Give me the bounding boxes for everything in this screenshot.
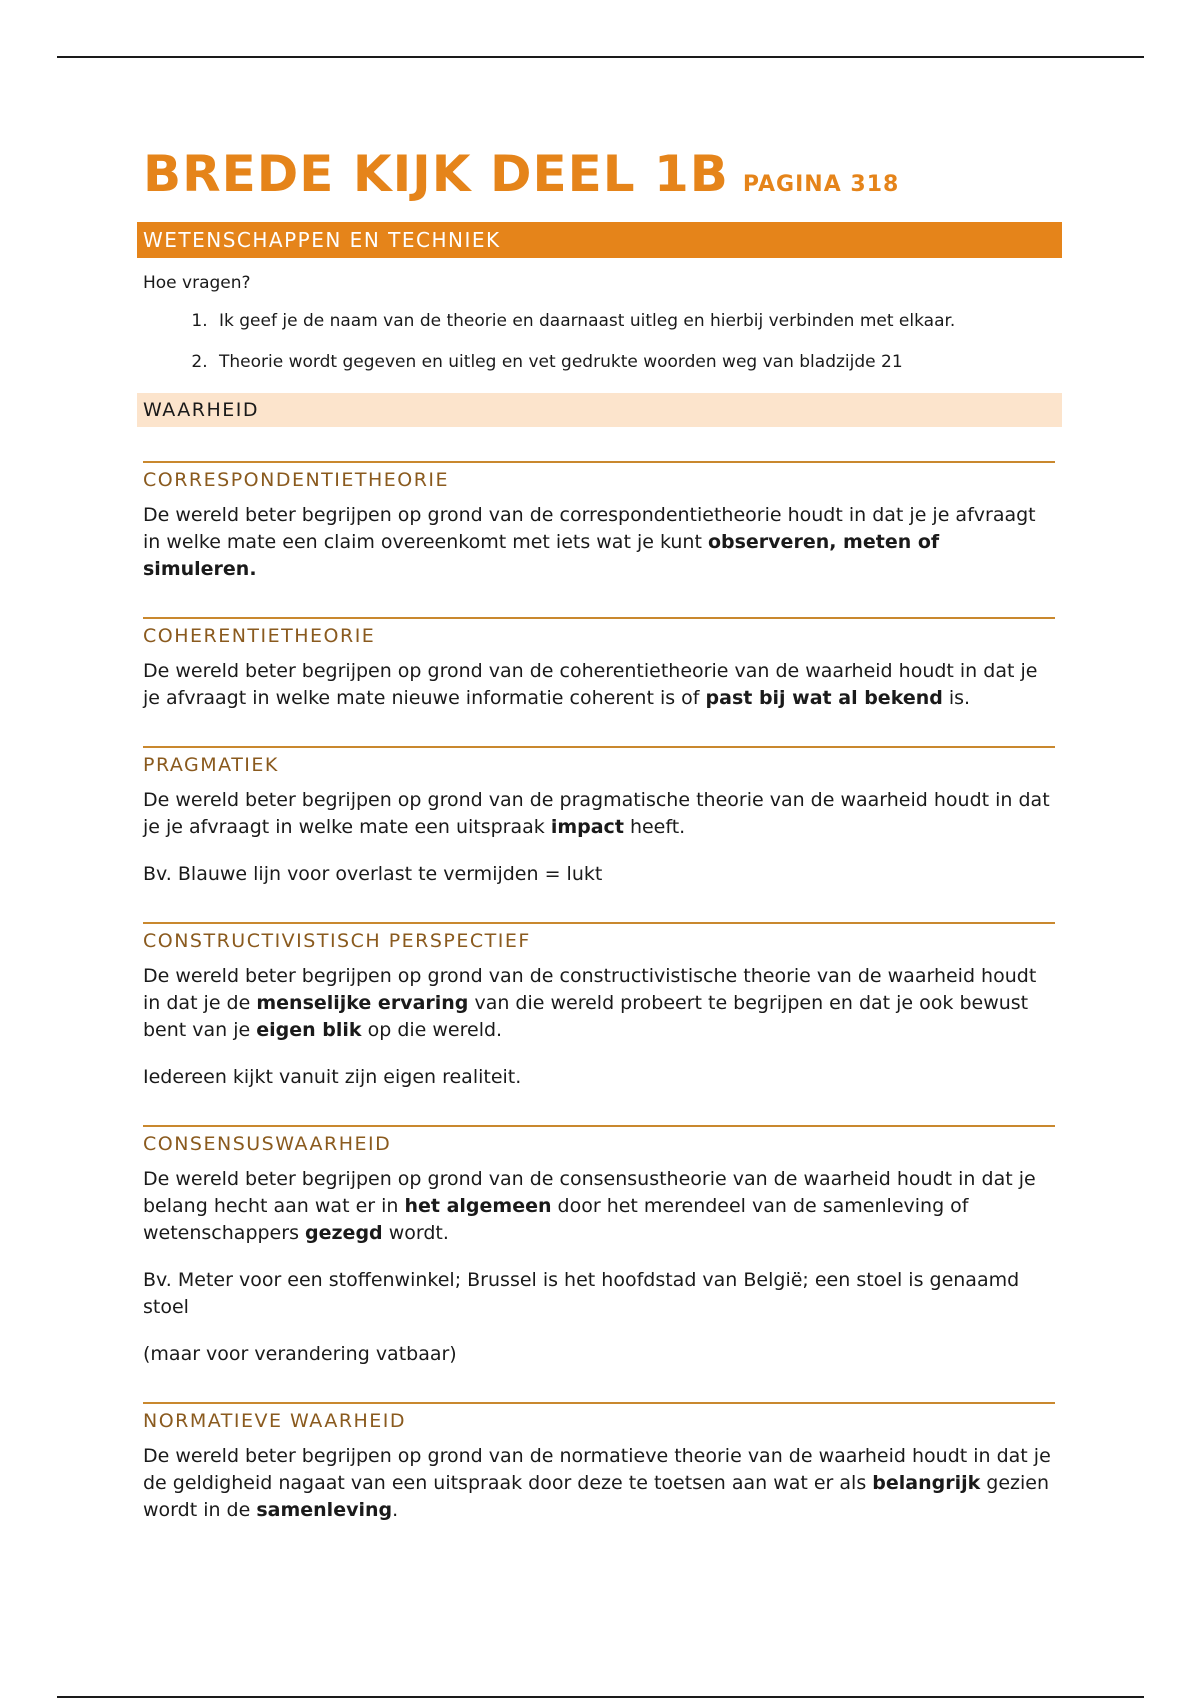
text-run: wordt. <box>382 1222 449 1244</box>
section-heading: CONSENSUSWAARHEID <box>143 1133 392 1155</box>
section-correspondentietheorie <box>143 461 1055 583</box>
paragraph <box>143 861 1055 888</box>
text-run: De wereld beter begrijpen op grond van de coherentietheorie van de waarheid houdt in dat je je afvraagt in welke mate nieuwe informatie coherent is of <box>143 660 1038 709</box>
paragraph <box>143 1341 1055 1368</box>
bold-term: het algemeen <box>404 1195 552 1217</box>
section-normatieve-waarheid <box>143 1402 1055 1524</box>
section-constructivistisch-perspectief <box>143 922 1055 1091</box>
paragraph <box>143 1064 1055 1091</box>
topic-banner: WAARHEID <box>137 393 1062 427</box>
section-consensuswaarheid <box>143 1125 1055 1368</box>
list-item: 2. Theorie wordt gegeven en uitleg en vet gedrukte woorden weg van bladzijde 21 <box>213 352 1063 372</box>
intro-text: Hoe vragen? <box>143 273 251 293</box>
page-label: PAGINA 318 <box>742 172 900 197</box>
bottom-rule <box>57 1696 1144 1698</box>
question-list <box>143 311 1063 372</box>
list-item: 1. Ik geef je de naam van de theorie en daarnaast uitleg en hierbij verbinden met elkaar. <box>213 311 1063 331</box>
bold-term: past bij wat al bekend <box>705 687 943 709</box>
text-run: op die wereld. <box>361 1019 503 1041</box>
paragraph <box>143 963 1055 1044</box>
text-run: De wereld beter begrijpen op grond van de correspondentietheorie houdt in dat je je afvraagt in welke mate een claim overeenkomt met iets wat je kunt <box>143 504 1036 553</box>
bold-term: observeren, meten of simuleren. <box>143 531 940 580</box>
text-run: De wereld beter begrijpen op grond van de pragmatische theorie van de waarheid houdt in dat je je afvraagt in welke mate een uitspraak <box>143 789 1050 838</box>
section-heading: CORRESPONDENTIETHEORIE <box>143 469 450 491</box>
text-run: heeft. <box>623 816 686 838</box>
text-run: Bv. Meter voor een stoffenwinkel; Brussel is het hoofdstad van België; een stoel is genaamd stoel <box>143 1269 1020 1318</box>
section-banner: WETENSCHAPPEN EN TECHNIEK <box>137 222 1062 258</box>
section-heading: PRAGMATIEK <box>143 754 279 776</box>
paragraph <box>143 1267 1055 1321</box>
title-main: BREDE KIJK DEEL 1B <box>143 145 729 203</box>
paragraph <box>143 658 1055 712</box>
text-run: door het merendeel van de samenleving of wetenschappers <box>143 1195 969 1244</box>
paragraph <box>143 1166 1055 1247</box>
top-rule <box>57 56 1144 58</box>
section-heading: NORMATIEVE WAARHEID <box>143 1410 407 1432</box>
text-run: De wereld beter begrijpen op grond van de normatieve theorie van de waarheid houdt in dat je de geldigheid nagaat van een uitspraak door deze te toetsen aan wat er als <box>143 1445 1051 1494</box>
text-run: . <box>392 1499 399 1521</box>
bold-term: samenleving <box>256 1499 393 1521</box>
bold-term: gezegd <box>305 1222 383 1244</box>
section-heading: CONSTRUCTIVISTISCH PERSPECTIEF <box>143 930 531 952</box>
section-pragmatiek <box>143 746 1055 888</box>
bold-term: impact <box>550 816 624 838</box>
paragraph <box>143 1443 1055 1524</box>
text-run: is. <box>942 687 971 709</box>
section-heading: COHERENTIETHEORIE <box>143 625 376 647</box>
bold-term: belangrijk <box>872 1472 981 1494</box>
text-run: De wereld beter begrijpen op grond van de constructivistische theorie van de waarheid houdt in dat je de <box>143 965 1037 1014</box>
text-run: De wereld beter begrijpen op grond van de consensustheorie van de waarheid houdt in dat je belang hecht aan wat er in <box>143 1168 1036 1217</box>
paragraph <box>143 502 1055 583</box>
text-run: van die wereld probeert te begrijpen en dat je ook bewust bent van je <box>143 992 1029 1041</box>
text-run: (maar voor verandering vatbaar) <box>143 1343 457 1365</box>
text-run: Iedereen kijkt vanuit zijn eigen realiteit. <box>143 1066 522 1088</box>
bold-term: menselijke ervaring <box>256 992 469 1014</box>
document-content <box>143 140 1063 1524</box>
text-run: Bv. Blauwe lijn voor overlast te vermijden = lukt <box>143 863 603 885</box>
bold-term: eigen blik <box>256 1019 362 1041</box>
paragraph <box>143 787 1055 841</box>
theory-sections <box>143 461 1063 1524</box>
document-title <box>143 140 1063 208</box>
text-run: gezien wordt in de <box>143 1472 1050 1521</box>
section-coherentietheorie <box>143 617 1055 712</box>
